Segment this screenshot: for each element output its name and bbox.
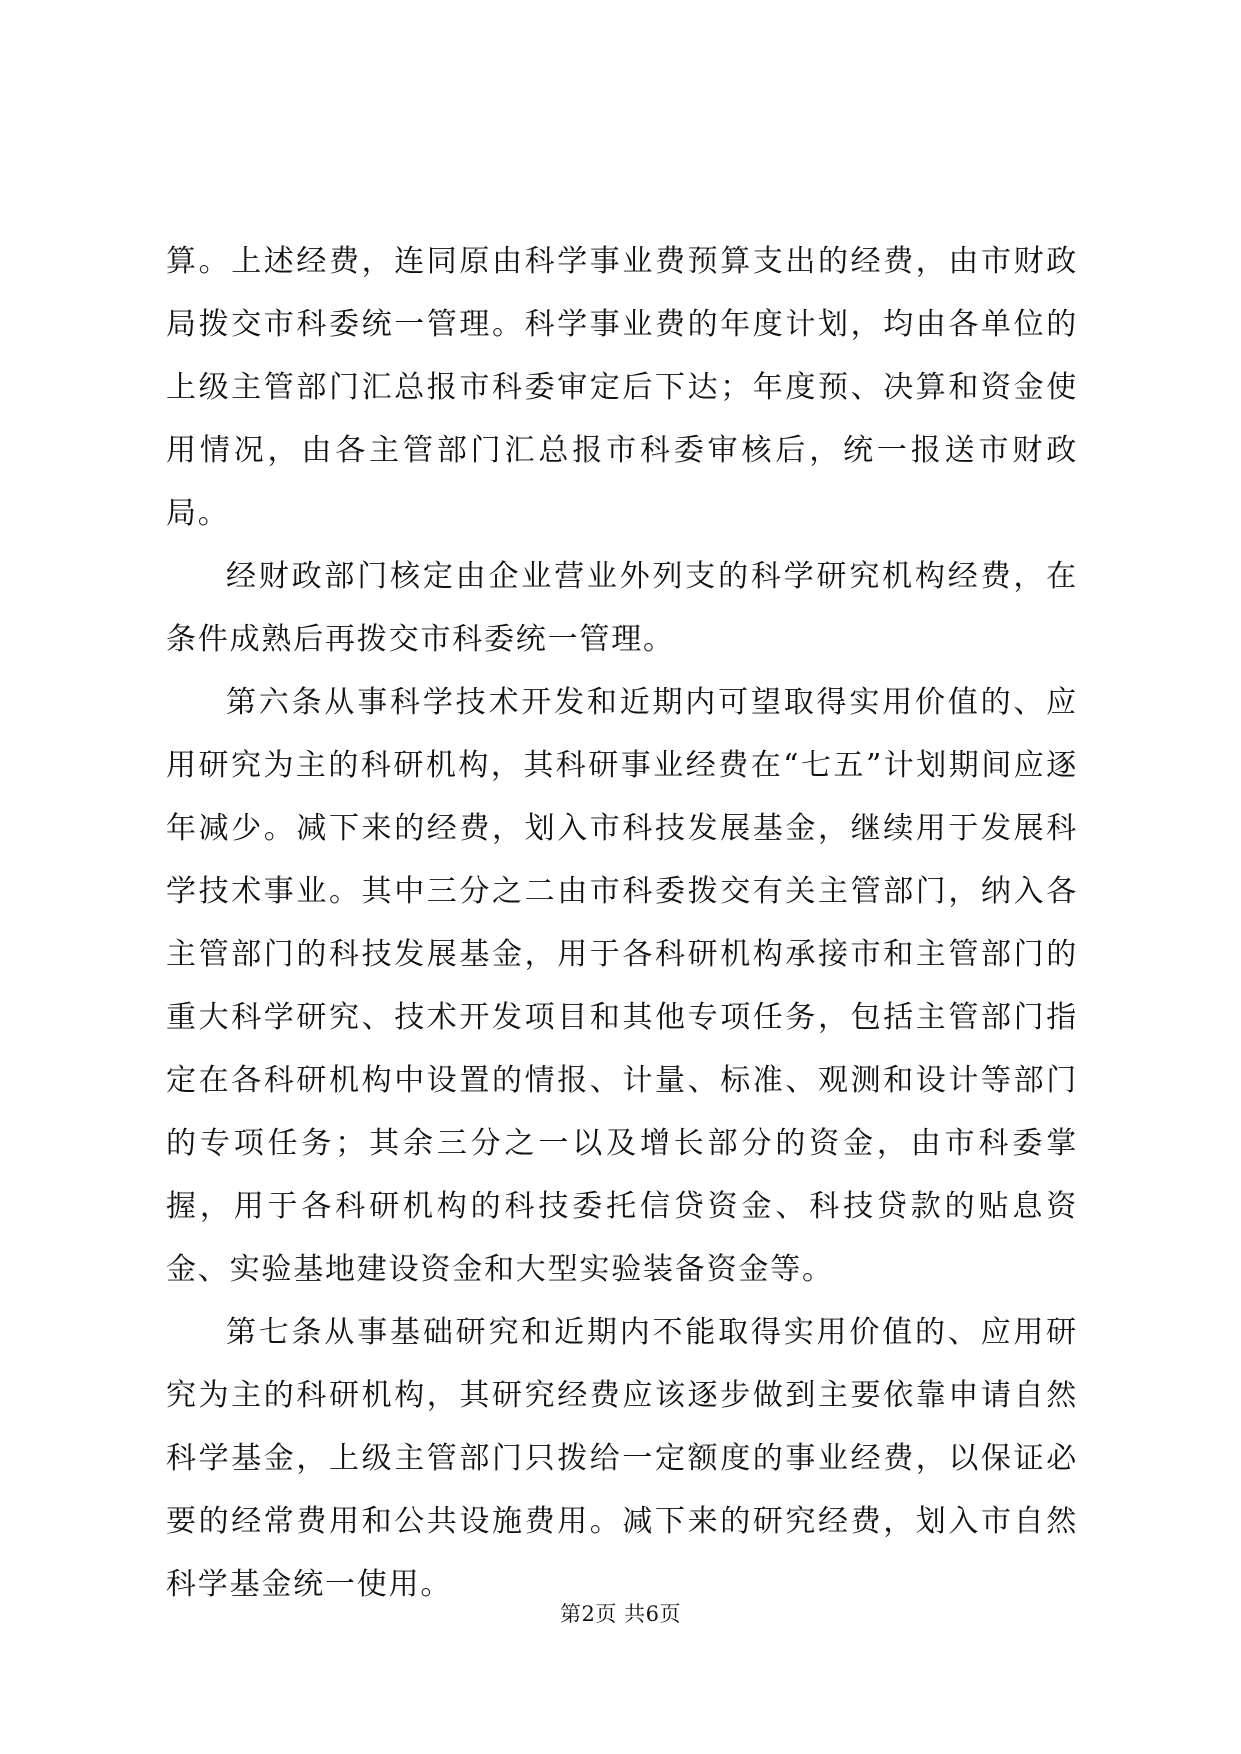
page-number-footer: 第2页 共6页 bbox=[560, 1602, 681, 1626]
paragraph-article-seven: 第七条从事基础研究和近期内不能取得实用价值的、应用研究为主的科研机构，其研究经费应该逐步做到主要依靠申请自然科学基金，上级主管部门只拨给一定额度的事业经费，以保证必要的经常费用和公共设施费用。减下来的研究经费，划入市自然科学基金统一使用。 bbox=[166, 1315, 1078, 1602]
paragraph-enterprise-funding: 经财政部门核定由企业营业外列支的科学研究机构经费，在条件成熟后再拨交市科委统一管理。 bbox=[166, 559, 1078, 657]
document-body bbox=[166, 230, 1078, 1616]
paragraph-article-six: 第六条从事科学技术开发和近期内可望取得实用价值的、应用研究为主的科研机构，其科研事业经费在“七五”计划期间应逐年减少。减下来的经费，划入市科技发展基金，继续用于发展科学技术事业。其中三分之二由市科委拨交有关主管部门，纳入各主管部门的科技发展基金，用于各科研机构承接市和主管部门的重大科学研究、技术开发项目和其他专项任务，包括主管部门指定在各科研机构中设置的情报、计量、标准、观测和设计等部门的专项任务；其余三分之一以及增长部分的资金，由市科委掌握，用于各科研机构的科技委托信贷资金、科技贷款的贴息资金、实验基地建设资金和大型实验装备资金等。 bbox=[166, 685, 1078, 1287]
paragraph-continuation: 算。上述经费，连同原由科学事业费预算支出的经费，由市财政局拨交市科委统一管理。科学事业费的年度计划，均由各单位的上级主管部门汇总报市科委审定后下达；年度预、决算和资金使用情况，由各主管部门汇总报市科委审核后，统一报送市财政局。 bbox=[166, 244, 1078, 531]
